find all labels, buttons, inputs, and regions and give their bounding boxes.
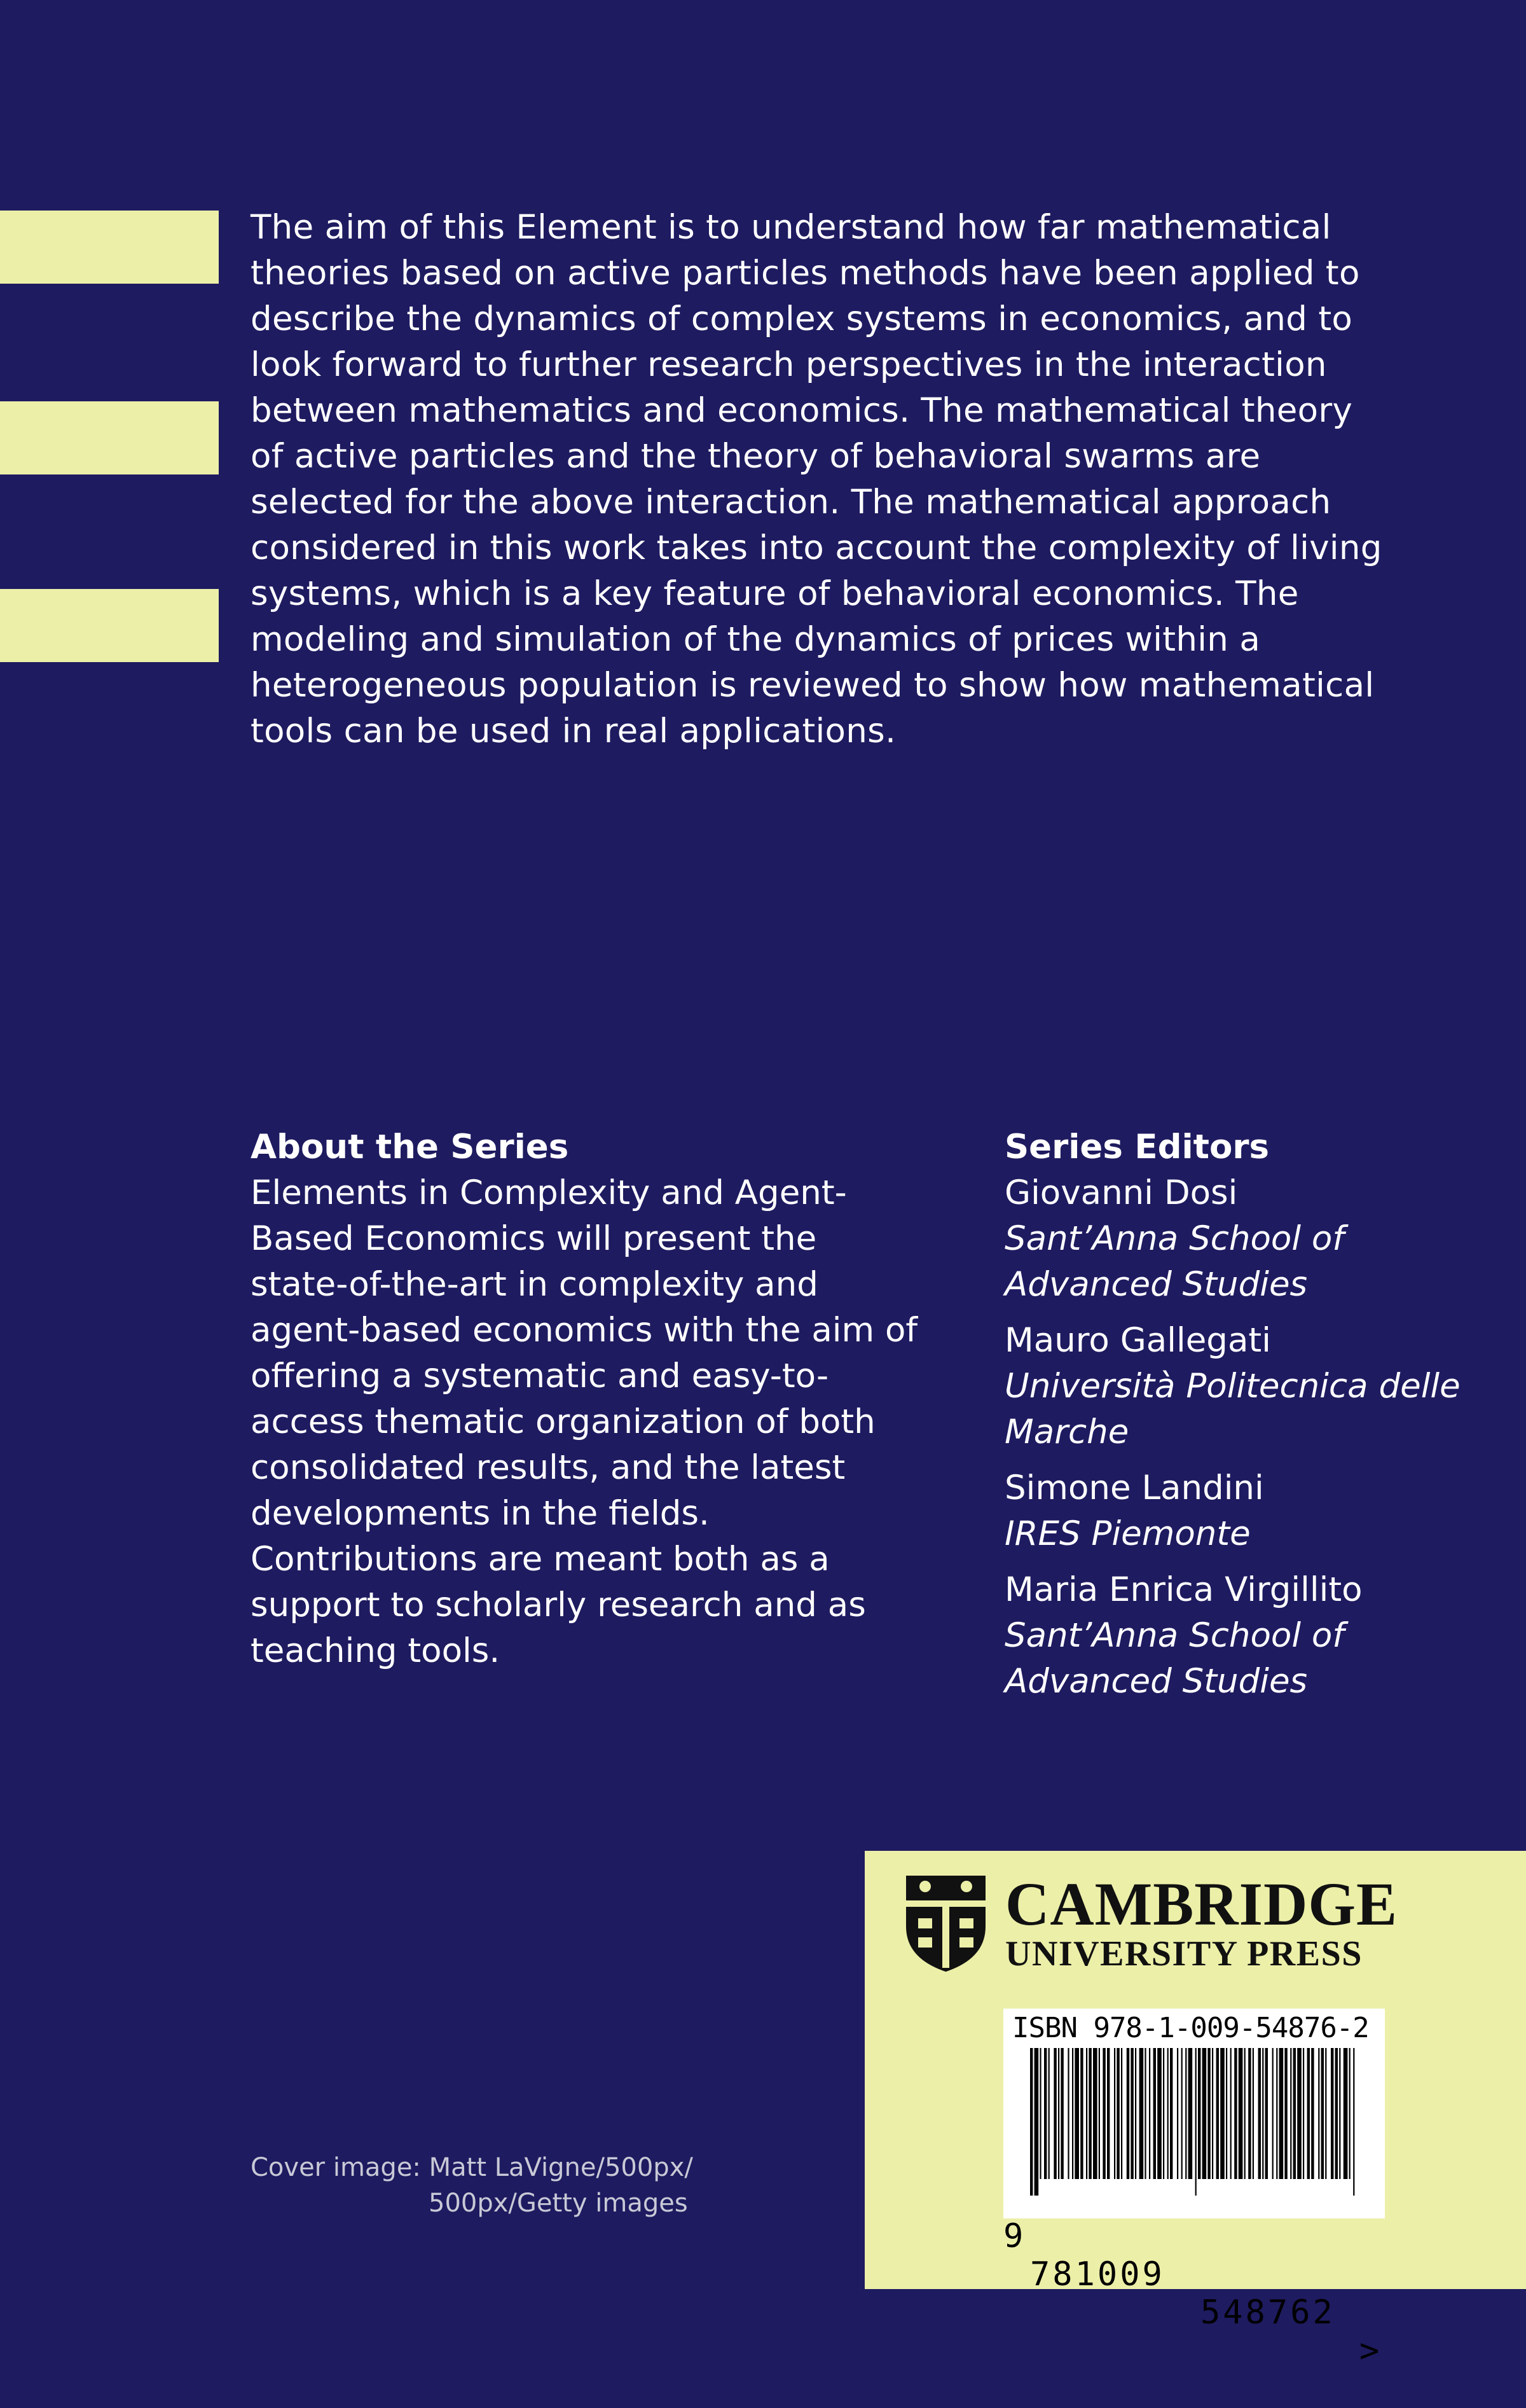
publisher-name — [1005, 1870, 1398, 1974]
decorative-stripe-top — [0, 211, 219, 284]
editor-entry — [1005, 1567, 1513, 1705]
barcode-digits-left: 781009 — [1030, 2255, 1165, 2294]
editor-name: Maria Enrica Virgillito — [1005, 1570, 1363, 1609]
cambridge-shield-icon — [903, 1872, 989, 1974]
editor-name: Giovanni Dosi — [1005, 1173, 1238, 1212]
about-series-text: Elements in Complexity and Agent-Based Economics will present the state-of-the-art in complexity and agent-based economics with the aim of offering a systematic and easy-to-access thematic organization of both consolidated results, and the latest developments in the fields. Contributions are meant both as a support to scholarly research and as teaching tools. — [251, 1173, 918, 1670]
barcode-digits-right: 548762 — [1200, 2294, 1335, 2332]
editor-affiliation: Sant’Anna School of Advanced Studies — [1005, 1219, 1344, 1304]
about-series-section — [251, 1124, 925, 1674]
editor-name: Mauro Gallegati — [1005, 1321, 1271, 1360]
barcode-digits — [1003, 2179, 1385, 2408]
series-editors-title: Series Editors — [1005, 1128, 1270, 1166]
about-series-title: About the Series — [251, 1128, 569, 1166]
publisher-name-line1: CAMBRIDGE — [1005, 1870, 1398, 1938]
publisher-name-line2: UNIVERSITY PRESS — [1005, 1934, 1363, 1974]
editor-name: Simone Landini — [1005, 1469, 1264, 1507]
isbn-label: ISBN 978-1-009-54876-2 — [1012, 2012, 1369, 2044]
abstract-text: The aim of this Element is to understand how far mathematical theories based on active particles methods have been applied to describe the dynamics of complex systems in economics, and to look forward to further research perspectives in the interaction between mathematics and economics. The mathematical theory of active particles and the theory of behavioral swarms are selected for the above interaction. The mathematical approach considered in this work takes into account the complexity of living systems, which is a key feature of behavioral economics. The modeling and simulation of the dynamics of prices within a heterogeneous population is reviewed to show how mathematical tools can be used in real applications. — [251, 208, 1382, 751]
barcode-digit-first: 9 — [1003, 2217, 1024, 2255]
barcode — [1003, 2009, 1385, 2370]
editor-entry — [1005, 1318, 1513, 1455]
decorative-stripe-middle — [0, 401, 219, 474]
publisher-panel — [865, 1851, 1526, 2370]
decorative-stripe-bottom — [0, 589, 219, 662]
publisher-logo — [903, 1872, 1398, 1974]
cover-credit-line2: 500px/Getty images — [429, 2189, 688, 2218]
cover-credit-line1: Cover image: Matt LaVigne/500px/ — [251, 2153, 693, 2182]
series-editors-section — [1005, 1124, 1513, 1715]
editor-affiliation: IRES Piemonte — [1005, 1514, 1251, 1553]
barcode-arrow: > — [1359, 2332, 1380, 2370]
editor-entry — [1005, 1465, 1513, 1557]
editor-affiliation: Sant’Anna School of Advanced Studies — [1005, 1616, 1344, 1701]
editor-entry — [1005, 1170, 1513, 1308]
cover-image-credit — [251, 2150, 734, 2221]
editor-affiliation: Università Politecnica delle Marche — [1005, 1367, 1461, 1451]
